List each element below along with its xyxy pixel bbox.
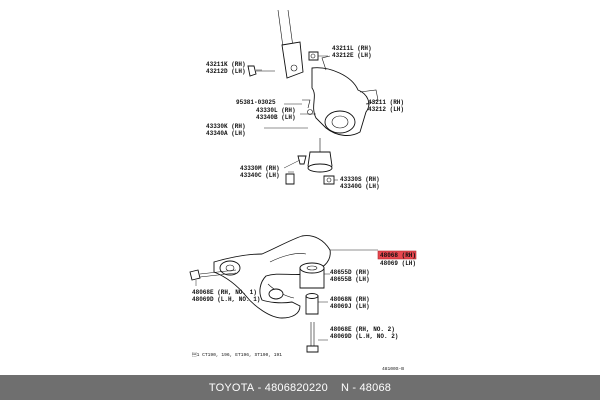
label-43330K: 43330K (RH) [206, 123, 246, 130]
label-48069D-1: 48069D (L.H, NO. 1) [192, 296, 261, 303]
label-43212: 43212 (LH) [368, 106, 405, 113]
footer-code: N - 48068 [340, 381, 392, 394]
diagram-ref: 48100S-B [382, 367, 405, 372]
footer-part-number: 4806820220 [264, 381, 328, 394]
label-43211K: 43211K (RH) [206, 61, 246, 68]
label-43340G: 43340G (LH) [340, 183, 380, 190]
label-48069J: 48069J (LH) [330, 303, 370, 310]
label-48655B: 48655B (LH) [330, 276, 370, 283]
label-43340A: 43340A (LH) [206, 130, 246, 137]
nut-bottom-left [286, 174, 294, 184]
label-43212D: 43212D (LH) [206, 68, 246, 75]
ball-joint [298, 138, 332, 172]
rear-bolt [307, 322, 318, 352]
label-95381: 95381-03025 [236, 99, 276, 106]
label-48068E-1: 48068E (RH, NO. 1) [192, 289, 257, 296]
label-48068: 48068 (RH) [380, 252, 417, 259]
label-43330M: 43330M (RH) [240, 165, 280, 172]
label-43340B: 43340B (LH) [256, 114, 296, 121]
label-43211L: 43211L (RH) [332, 45, 372, 52]
footer-brand: TOYOTA [208, 381, 255, 394]
bolt-top [309, 52, 318, 60]
steering-knuckle [312, 56, 378, 135]
label-43340C: 43340C (LH) [240, 172, 280, 179]
label-43330S: 43330S (RH) [340, 176, 380, 183]
bolt-left [248, 66, 275, 76]
strut-assembly [278, 10, 303, 78]
label-48068E-2: 48068E (RH, NO. 2) [330, 326, 395, 333]
label-48068N: 48068N (RH) [330, 296, 370, 303]
pin [302, 100, 313, 115]
footer-bar [0, 375, 600, 400]
label-48069D-2: 48069D (L.H, NO. 2) [330, 333, 399, 340]
rear-bushing [300, 263, 324, 288]
footer-separator: - [257, 381, 262, 394]
label-48655D: 48655D (RH) [330, 269, 370, 276]
label-43212E: 43212E (LH) [332, 52, 372, 59]
label-43330L: 43330L (RH) [256, 107, 296, 114]
model-note: 1 CT190, 196, ET196, ST190, 191 [192, 353, 283, 358]
spacer-sleeve [306, 294, 318, 315]
label-43211: 43211 (RH) [368, 99, 405, 106]
nut-bottom-right [324, 176, 334, 184]
label-48069: 48069 (LH) [380, 260, 417, 267]
